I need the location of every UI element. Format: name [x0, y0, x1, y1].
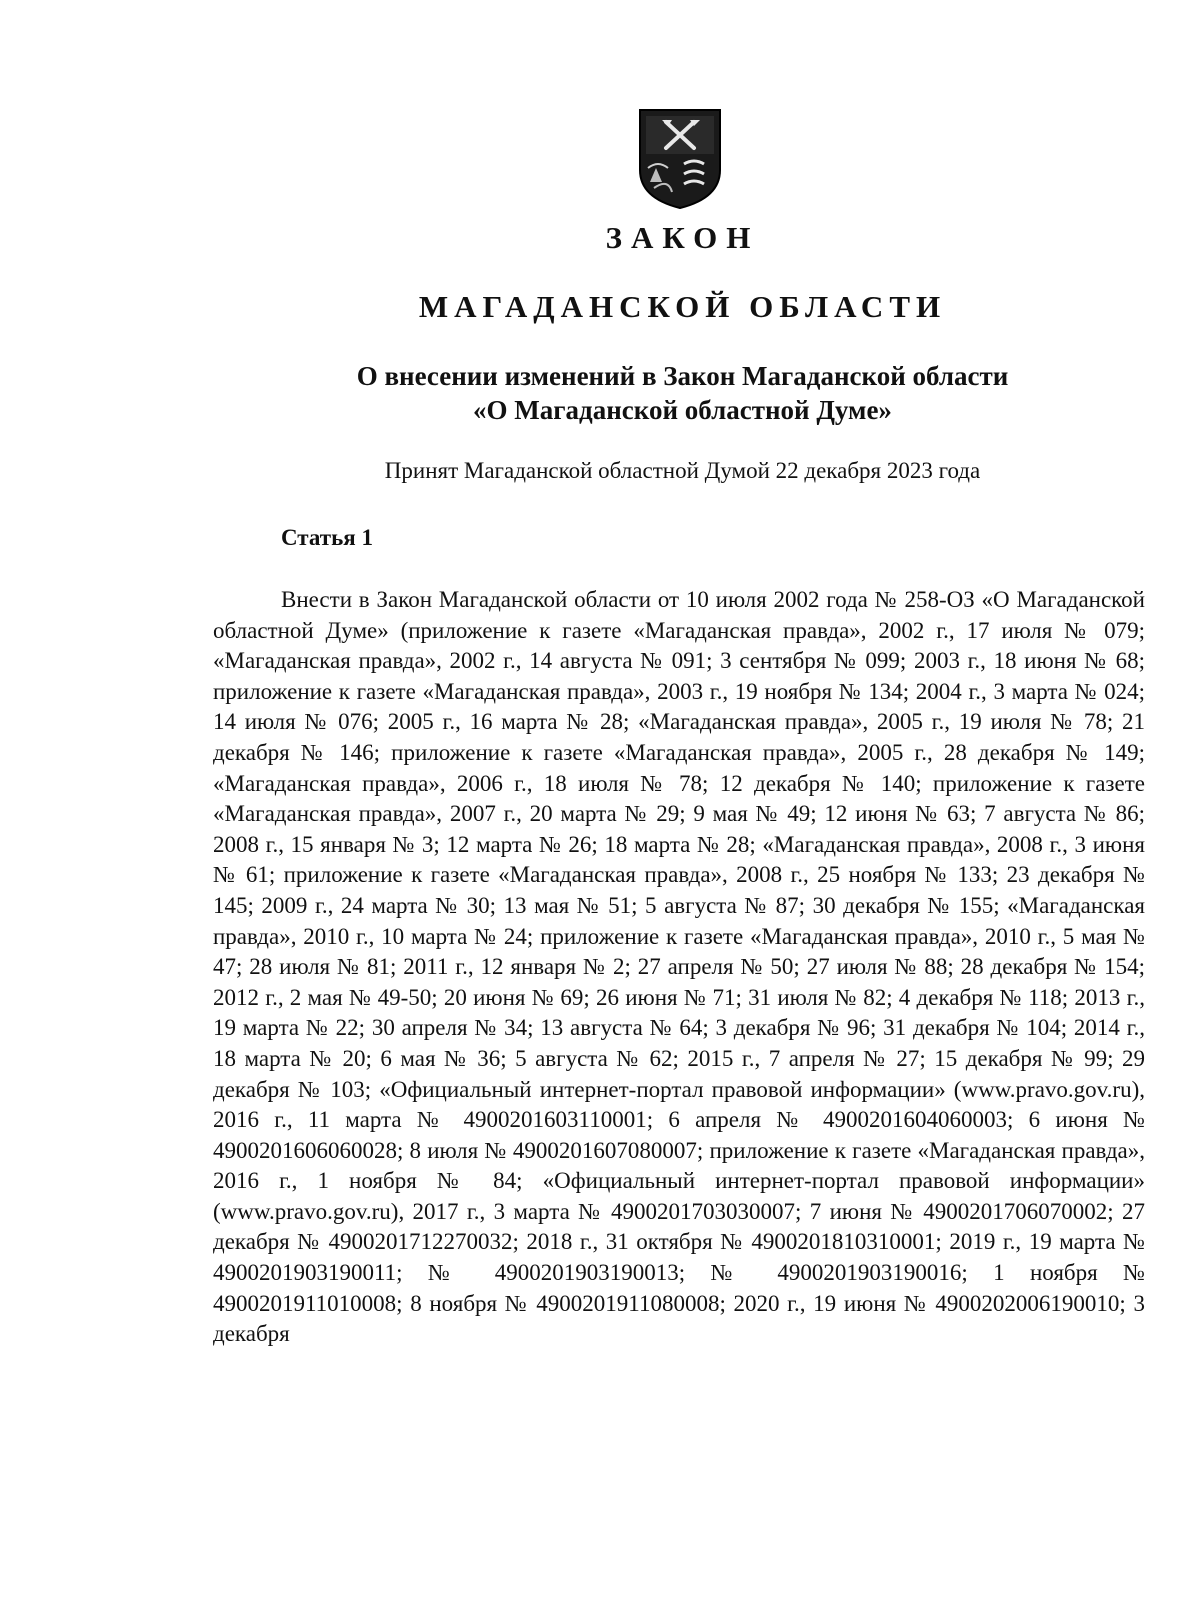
document-region: МАГАДАНСКОЙ ОБЛАСТИ: [418, 289, 947, 324]
article-heading: Статья 1: [281, 525, 373, 550]
coat-of-arms-icon: [638, 108, 722, 210]
article-body: Внести в Закон Магаданской области от 10 июля 2002 года № 258-ОЗ «О Магаданской областной Думе» (приложение к газете «Магаданская правда», 2002 г., 17 июля № 079; «Магаданская правда», 2002 г., 14 августа № 091; 3 сентября № 099; 2003 г., 18 июня № 68; приложение к газете «Магаданская правда», 2003 г., 19 ноября № 134; 2004 г., 3 марта № 024; 14 июля № 076; 2005 г., 16 марта № 28; «Магаданская правда», 2005 г., 19 июля № 78; 21 декабря № 146; приложение к газете «Магаданская правда», 2005 г., 28 декабря № 149; «Магаданская правда», 2006 г., 18 июля № 78; 12 декабря № 140; приложение к газете «Магаданская правда», 2007 г., 20 марта № 29; 9 мая № 49; 12 июня № 63; 7 августа № 86; 2008 г., 15 января № 3; 12 марта № 26; 18 марта № 28; «Магаданская правда», 2008 г., 3 июня № 61; приложение к газете «Магаданская правда», 2008 г., 25 ноября № 133; 23 декабря № 145; 2009 г., 24 марта № 30; 13 мая № 51; 5 августа № 87; 30 декабря № 155; «Магаданская правда», 2010 г., 10 марта № 24; приложение к газете «Магаданская правда», 2010 г., 5 мая № 47; 28 июля № 81; 2011 г., 12 января № 2; 27 апреля № 50; 27 июля № 88; 28 декабря № 154; 2012 г., 2 мая № 49-50; 20 июня № 69; 26 июня № 71; 31 июля № 82; 4 декабря № 118; 2013 г., 19 марта № 22; 30 апреля № 34; 13 августа № 64; 3 декабря № 96; 31 декабря № 104; 2014 г., 18 марта № 20; 6 мая № 36; 5 августа № 62; 2015 г., 7 апреля № 27; 15 декабря № 99; 29 декабря № 103; «Официальный интернет-портал правовой информации» (www.pravo.gov.ru), 2016 г., 11 марта № 4900201603110001; 6 апреля № 4900201604060003; 6 июня № 4900201606060028; 8 июля № 4900201607080007; приложение к газете «Магаданская правда», 2016 г., 1 ноября № 84; «Официальный интернет-портал правовой информации» (www.pravo.gov.ru), 2017 г., 3 марта № 4900201703030007; 7 июня № 4900201706070002; 27 декабря № 4900201712270032; 2018 г., 31 октября № 4900201810310001; 2019 г., 19 марта № 4900201903190011; № 4900201903190013; № 4900201903190016; 1 ноября № 4900201911010008; 8 ноября № 4900201911080008; 2020 г., 19 июня № 4900202006190010; 3 декабря: [213, 587, 1145, 1347]
adoption-line: Принят Магаданской областной Думой 22 декабря 2023 года: [384, 458, 981, 483]
document-title: ЗАКОН: [605, 220, 760, 255]
subject-line-2: «О Магаданской областной Думе»: [473, 395, 892, 425]
document-subject: [0, 359, 1200, 427]
subject-line-1: О внесении изменений в Закон Магаданской области: [356, 361, 1009, 391]
